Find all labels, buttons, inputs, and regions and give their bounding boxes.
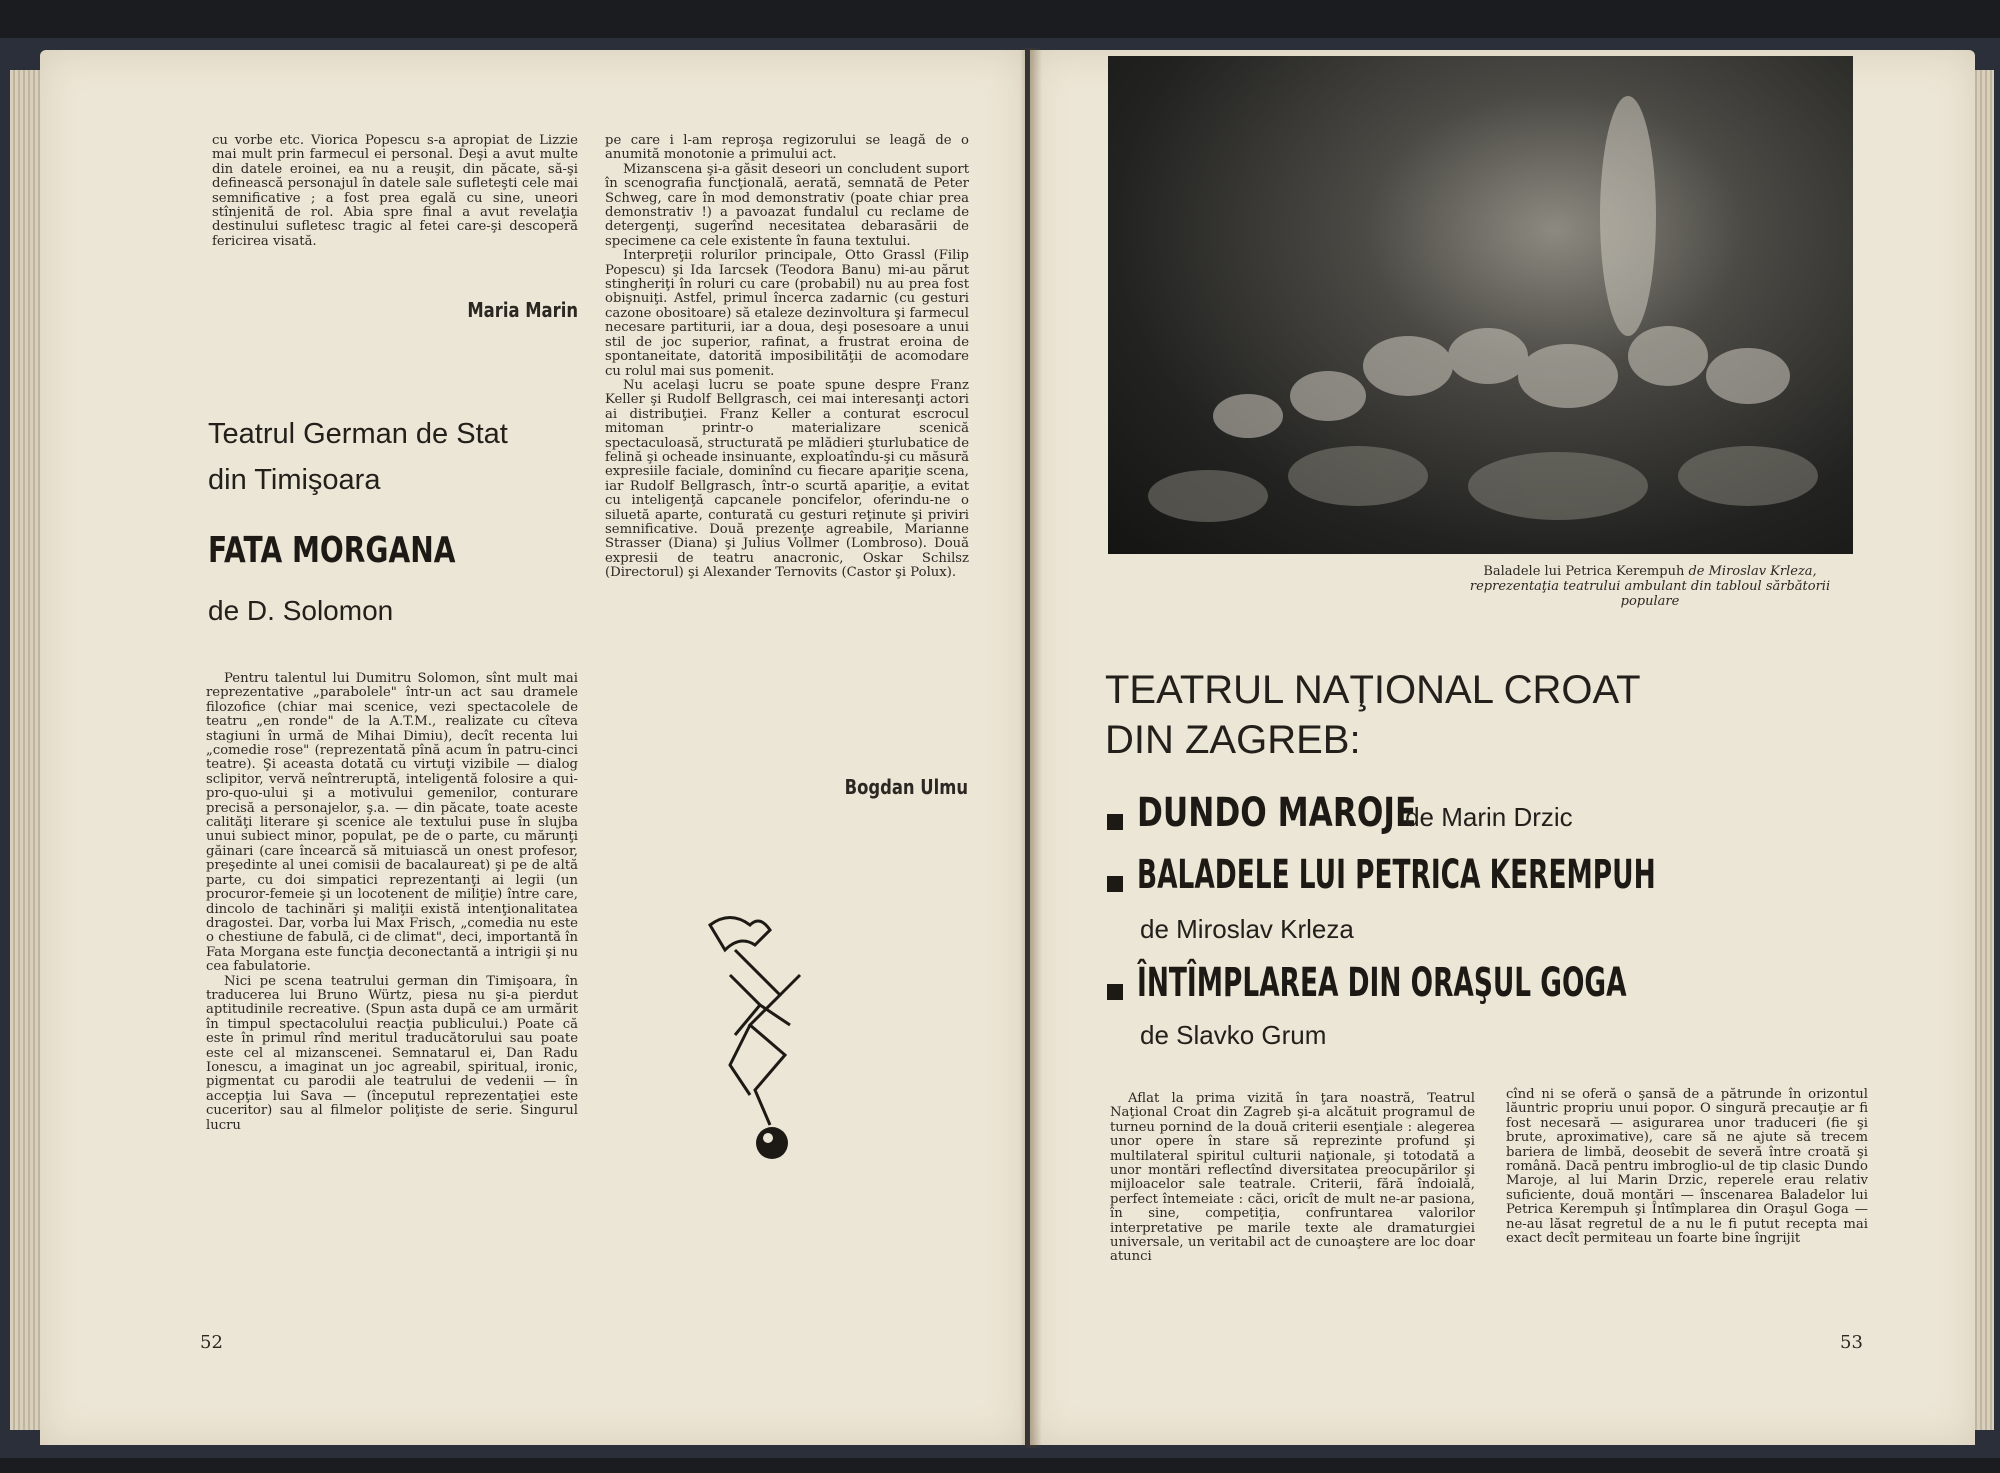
review-paragraph-1: Pentru talentul lui Dumitru Solomon, sînt mult mai reprezentative „parabolele" într-un act sau dramele filozofice (chiar mai scenice, vezi spectacolele de teatru „en ronde" de la A.T.M., realizate cu cîteva stagiuni în urmă de Mihai Dimiu), decît recenta lui „comedie rose" (reprezentată pînă acum în patru-cinci teatre). Şi aceasta dotată cu virtuţi vizibile — dialog sclipitor, vervă neîntreruptă, inteligentă folosire a qui-pro-quo-ului şi a motivului gemenilor, conturare precisă a personajelor, ş.a. — din păcate, toate aceste calităţi literare şi scenice ale textului puse în slujba unui subiect minor, populat, pe de o parte, cu mărunţi găinari (care încearcă să mituiască un onest profesor, preşedinte al unei comisii de bacalaureat) şi pe de altă parte, cu doi simpatici reprezentanţi ai legii (un procuror-femeie şi un locotenent de miliţie) între care, dincolo de tachinări şi maliţii există intenţionalitatea dragostei. Dar, vorba lui Max Frisch, „comedia nu este o chestiune de fabulă, ci de climat", deci, importantă în Fata Morgana este funcţia deconectantă a intrigii şi nu cea fabulatorie. [206, 671, 578, 975]
play-item-1-title: DUNDO MAROJE [1137, 790, 1417, 836]
stage-photo [1108, 56, 1853, 554]
left-col1-review [206, 672, 578, 1133]
play-item-3-title: ÎNTÎMPLAREA DIN ORAŞUL GOGA [1137, 960, 1627, 1006]
section-heading-line1: Teatrul German de Stat [208, 418, 508, 450]
book-gutter [1020, 48, 1042, 1448]
col2-paragraph-2: Mizanscena şi-a găsit deseori un concludent suport în scenografia funcţională, aerată, semnată de Peter Schweg, care în mod demonstrativ (poate chiar prea demonstrativ !) a pavoazat fundalul cu reclame de detergenţi, sugerînd necesitatea debarasării de specimene ca cele existente în fauna textului. [605, 161, 969, 249]
bullet-square-icon [1107, 876, 1123, 892]
caption-rest: de Miroslav Krleza, reprezentaţia teatrului ambulant din tabloul sărbătorii populare [1469, 564, 1831, 609]
play-item-2-title: BALADELE LUI PETRICA KEREMPUH [1137, 852, 1656, 898]
left-col2 [605, 134, 969, 581]
col2-paragraph-3: Interpreţii rolurilor principale, Otto Grassl (Filip Popescu) şi Ida Iarcsek (Teodora Banu) mi-au părut stingheriţi în roluri cu care (probabil) nu au prea fost obişnuiţi. Astfel, primul încerca zadarnic (cu gesturi cazone obositoare) să etaleze dezinvoltura şi farmecul necesare partiturii, iar a doua, deşi posesoare a unui stil de joc superior, rafinat, a frustrat eroina de spontaneitate, datorită imposibilităţii de acomodare cu rolul mai sus pomenit. [605, 248, 969, 379]
play-title-fata-morgana: FATA MORGANA [208, 530, 456, 571]
play-item-1 [1107, 790, 1573, 836]
right-col1-paragraph: Aflat la prima vizită în ţara noastră, Teatrul Naţional Croat din Zagreb şi-a alcătuit programul de turneu pornind de la două criterii esenţiale : alegerea unor opere în stare să reprezinte profund şi multilateral spiritul culturii naţionale, şi totodată a unor montări reflectînd diversitatea preocupărilor şi mijloacelor sale teatrale. Criterii, fără îndoială, perfect întemeiate : căci, oricît de mult ne-ar pasiona, în sine, competiţia, confruntarea valorilor interpretative pe marile texte ale dramaturgiei universale, un veritabil act de cunoaştere are loc doar atunci [1110, 1091, 1475, 1265]
page-edges-right [1972, 70, 1994, 1430]
harlequin-illustration [690, 905, 820, 1175]
photo-caption [1440, 564, 1860, 609]
left-col1-intro [212, 134, 578, 249]
right-col1 [1110, 1092, 1475, 1265]
bullet-square-icon [1107, 984, 1123, 1000]
review-paragraph-2: Nici pe scena teatrului german din Timişoara, în traducerea lui Bruno Würtz, piesa nu şi-a pierdut aptitudinile recreative. (Spun asta după ce am urmărit în timpul spectacolului reacţia publicului.) Poate că este în primul rînd meritul traducătorului sau poate este cel al mizanscenei. Semnatarul ei, Dan Radu Ionescu, a imaginat un joc agreabil, spiritual, ironic, pigmentat cu parodii ale teatrului de vedenii — în accepţia lui Sava — (începutul reprezentaţiei este cuceritor) sau al filmelor poliţiste de serie. Singurul lucru [206, 973, 578, 1133]
play-item-1-author: de Marin Drzic [1405, 802, 1573, 832]
page-edges-left [10, 70, 40, 1430]
play-item-3 [1107, 960, 1879, 1006]
bullet-square-icon [1107, 814, 1123, 830]
col2-paragraph-1: pe care i l-am reproşa regizorului se leagă de o anumită monotonie a primului act. [605, 133, 969, 163]
right-col2-paragraph: cînd ni se oferă o şansă de a pătrunde în orizontul lăuntric propriu unui popor. O singură precauţie ar fi fost necesară — asigurarea unor traduceri (fie şi brute, aproximative), care să ne ajute să trecem bariera de limbă, deosebit de severă între croată şi română. Dacă pentru imbroglio-ul de tip clasic Dundo Maroje, al lui Marin Drzic, reperele erau relativ suficiente, două montări — înscenarea Baladelor lui Petrica Kerempuh şi Întîmplarea din Oraşul Goga — ne-au lăsat regretul de a nu le fi putut recepta mai exact decît permiteau un foarte bine îngrijit [1506, 1087, 1868, 1247]
play-author: de D. Solomon [208, 595, 394, 626]
play-item-2 [1107, 852, 1923, 898]
caption-title: Baladele lui Petrica Kerempuh [1483, 564, 1685, 579]
right-col2 [1506, 1088, 1868, 1246]
page-number-right: 53 [1840, 1332, 1863, 1353]
page-number-left: 52 [200, 1332, 223, 1353]
play-item-3-author: de Slavko Grum [1140, 1020, 1327, 1050]
intro-paragraph: cu vorbe etc. Viorica Popescu s-a apropiat de Lizzie mai mult prin farmecul ei personal. Deşi a avut multe din datele eroinei, ea nu a reuşit, din păcate, să-şi definească personajul în datele sale sufleteşti cele mai semnificative ; a fost prea egală cu sine, uneori stînjenită de rol. Abia spre final a avut revelaţia destinului sufletesc tragic al fetei care-şi descoperă fericirea visată. [212, 133, 578, 249]
play-item-2-author: de Miroslav Krleza [1140, 914, 1354, 944]
right-heading-line1: TEATRUL NAŢIONAL CROAT [1105, 668, 1641, 712]
signature-maria-marin: Maria Marin [467, 298, 578, 322]
section-heading-line2: din Timişoara [208, 464, 381, 496]
signature-bogdan-ulmu: Bogdan Ulmu [844, 775, 968, 799]
col2-paragraph-4: Nu acelaşi lucru se poate spune despre Franz Keller şi Rudolf Bellgrasch, cei mai interesanţi actori ai distribuţiei. Franz Keller a conturat escrocul mitoman printr-o materializare scenică spectaculoasă, structurată pe mlădieri şturlubatice de felină şi ocheade insinuante, exploatîndu-şi cu măsură expresiile faciale, dominînd cu fiecare apariţie scena, iar Rudolf Bellgrasch, într-o scurtă apariţie, a evitat cu inteligenţă capcanele poncifelor, oferindu-ne o siluetă aparte, conturată cu gesturi reţinute şi priviri semnificative. Două prezenţe agreabile, Marianne Strasser (Diana) şi Julius Vollmer (Lombroso). Două expresii de teatru anacronic, Oskar Schilsz (Directorul) şi Alexander Ternovits (Castor şi Polux). [605, 377, 969, 581]
right-heading-line2: DIN ZAGREB: [1105, 718, 1361, 762]
